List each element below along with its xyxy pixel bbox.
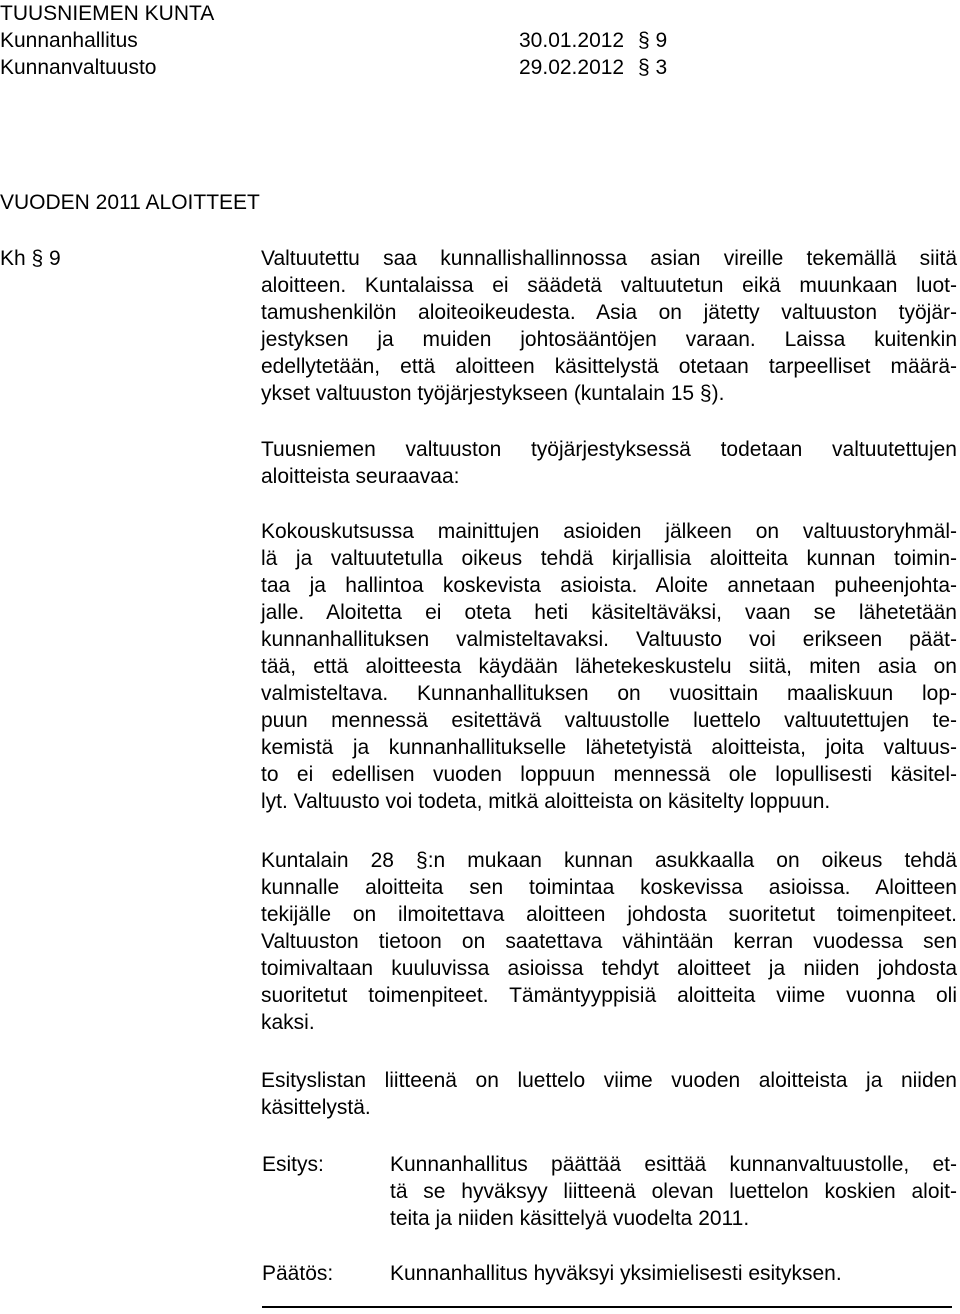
- text-line: tää, että aloitteesta käydään lähetekeskustelu siitä, miten asia on: [261, 655, 957, 678]
- municipality-name: TUUSNIEMEN KUNTA: [0, 2, 215, 25]
- decision-text: Kunnanhallitus hyväksyi yksimielisesti esityksen.: [390, 1262, 842, 1285]
- text-line: kunnalle aloitteita sen toimintaa koskevissa asioissa. Aloitteen: [261, 876, 957, 899]
- text-line: tä se hyväksyy liitteenä olevan luettelon koskien aloit-: [390, 1180, 957, 1203]
- text-line: lä ja valtuutetulla oikeus tehdä kirjallisia aloitteita kunnan toimin-: [261, 547, 957, 570]
- signature-divider: [262, 1306, 952, 1308]
- text-line: kunnanhallituksen valmisteltavaksi. Valtuusto voi erikseen päät-: [261, 628, 957, 651]
- text-line: Valtuutettu saa kunnallishallinnossa asian vireille tekemällä siitä: [261, 247, 957, 270]
- header-date-1: 30.01.2012: [519, 29, 625, 52]
- header-date-2: 29.02.2012: [519, 56, 625, 79]
- text-line: tekijälle on ilmoitettava aloitteen johdosta suoritetut toimenpiteet.: [261, 903, 957, 926]
- text-line: Kokouskutsussa mainittujen asioiden jälkeen on valtuustoryhmäl-: [261, 520, 957, 543]
- text-line: aloitteen. Kuntalaissa ei säädetä valtuutetun eikä muunkaan luot-: [261, 274, 957, 297]
- text-line: ykset valtuuston työjärjestykseen (kuntalain 15 §).: [261, 382, 725, 405]
- text-line: edellytetään, että aloitteen käsittelystä otetaan tarpeelliset määrä-: [261, 355, 957, 378]
- decision-label: Päätös:: [262, 1262, 334, 1285]
- text-line: lyt. Valtuusto voi todeta, mitkä aloitteista on käsitelty loppuun.: [261, 790, 831, 813]
- text-line: toimivaltaan kuuluvissa asioissa tehdyt aloitteet ja niiden johdosta: [261, 957, 957, 980]
- text-line: valmisteltava. Kunnanhallituksen on vuosittain maaliskuun lop-: [261, 682, 957, 705]
- text-line: Kuntalain 28 §:n mukaan kunnan asukkaalla on oikeus tehdä: [261, 849, 957, 872]
- text-line: Valtuuston tietoon on saatettava vähintään kerran vuodessa sen: [261, 930, 957, 953]
- text-line: taa ja hallintoa koskevista asioista. Aloite annetaan puheenjohta-: [261, 574, 957, 597]
- header-section-2: § 3: [638, 56, 668, 79]
- text-line: tamushenkilön aloiteoikeudesta. Asia on jätetty valtuuston työjär-: [261, 301, 957, 324]
- proposal-label: Esitys:: [262, 1153, 324, 1176]
- text-line: teita ja niiden käsittelyä vuodelta 2011.: [390, 1207, 750, 1230]
- case-reference: Kh § 9: [0, 247, 61, 270]
- text-line: Kunnanhallitus päättää esittää kunnanvaltuustolle, et-: [390, 1153, 957, 1176]
- document-title: VUODEN 2011 ALOITTEET: [0, 191, 260, 214]
- text-line: jestyksen ja muiden johtosääntöjen varaan. Laissa kuitenkin: [261, 328, 957, 351]
- text-line: kaksi.: [261, 1011, 315, 1034]
- text-line: suoritetut toimenpiteet. Tämäntyyppisiä aloitteita viime vuonna oli: [261, 984, 957, 1007]
- text-line: Esityslistan liitteenä on luettelo viime vuoden aloitteista ja niiden: [261, 1069, 957, 1092]
- header-body-2: Kunnanvaltuusto: [0, 56, 157, 79]
- text-line: aloitteista seuraavaa:: [261, 465, 460, 488]
- text-line: Tuusniemen valtuuston työjärjestyksessä todetaan valtuutettujen: [261, 438, 957, 461]
- header-section-1: § 9: [638, 29, 668, 52]
- text-line: kemistä ja kunnanhallitukselle lähetetyistä aloitteista, joita valtuus-: [261, 736, 957, 759]
- text-line: jalle. Aloitetta ei oteta heti käsiteltäväksi, vaan se lähetetään: [261, 601, 957, 624]
- text-line: to ei edellisen vuoden loppuun mennessä ole lopullisesti käsitel-: [261, 763, 957, 786]
- text-line: käsittelystä.: [261, 1096, 371, 1119]
- header-body-1: Kunnanhallitus: [0, 29, 138, 52]
- text-line: puun mennessä esitettävä valtuustolle luettelo valtuutettujen te-: [261, 709, 957, 732]
